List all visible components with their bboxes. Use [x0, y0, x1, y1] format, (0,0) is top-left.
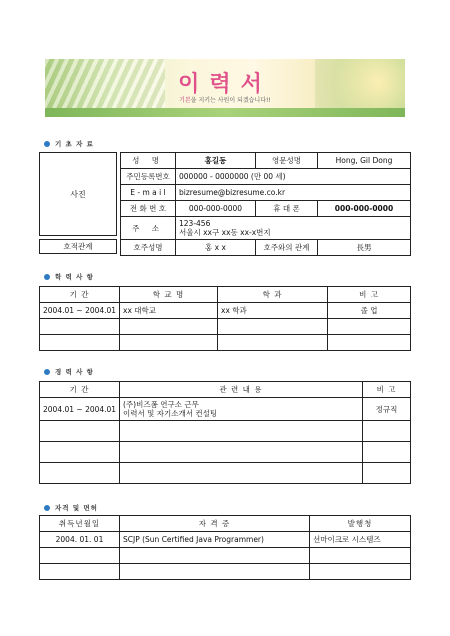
career-details[interactable]	[120, 463, 363, 484]
section-license	[44, 503, 98, 512]
resume-banner	[45, 59, 405, 117]
career-note[interactable]	[363, 421, 411, 442]
license-table	[39, 515, 411, 580]
section-education-title: 학 력 사 항	[55, 273, 94, 281]
banner-green-band	[45, 108, 405, 117]
photo-box[interactable]	[39, 152, 117, 236]
license-issuer[interactable]	[310, 548, 411, 564]
eng-name-label: 영문성명	[256, 153, 318, 169]
bullet-icon	[44, 141, 50, 147]
edu-header-note: 비 고	[328, 287, 411, 303]
relation-label: 호주와의 관계	[256, 240, 318, 256]
table-row	[121, 153, 411, 169]
table-row	[121, 185, 411, 201]
resume-subtitle	[45, 95, 405, 104]
table-header-row	[40, 516, 411, 532]
table-row	[40, 564, 411, 580]
table-row	[40, 442, 411, 463]
id-label: 주민등록번호	[121, 169, 176, 185]
address-street: 서울시 xx구 xx동 xx-x번지	[179, 228, 271, 237]
mobile-label: 휴 대 폰	[256, 201, 318, 217]
career-details-line1: (주)비즈폼 연구소 근무	[123, 400, 199, 409]
table-row	[40, 398, 411, 421]
address-label: 주 소	[121, 217, 176, 240]
phone-label: 전 화 번 호	[121, 201, 176, 217]
table-row	[121, 169, 411, 185]
address-value[interactable]	[176, 217, 411, 240]
career-period[interactable]	[40, 421, 120, 442]
license-name[interactable]: SCJP (Sun Certified Java Programmer)	[120, 532, 310, 548]
career-period[interactable]	[40, 442, 120, 463]
license-date[interactable]: 2004. 01. 01	[40, 532, 120, 548]
table-row	[40, 532, 411, 548]
email-label: E - m a i l	[121, 185, 176, 201]
name-value[interactable]: 홍길동	[176, 153, 256, 169]
license-header-date: 취득년월일	[40, 516, 120, 532]
edu-header-school: 학 교 명	[120, 287, 218, 303]
householder-label: 호주성명	[121, 240, 176, 256]
edu-period[interactable]	[40, 319, 120, 335]
photo-label: 사진	[70, 189, 86, 199]
email-value[interactable]: bizresume@bizresume.co.kr	[176, 185, 411, 201]
section-basic-title: 기 초 자 료	[55, 140, 94, 148]
section-education	[44, 272, 94, 281]
license-issuer[interactable]	[310, 564, 411, 580]
career-note[interactable]	[363, 463, 411, 484]
edu-major[interactable]	[218, 335, 328, 351]
edu-period[interactable]	[40, 335, 120, 351]
license-header-issuer: 발행청	[310, 516, 411, 532]
address-zip: 123-456	[179, 219, 211, 228]
license-issuer[interactable]: 선마이크로 시스템즈	[310, 532, 411, 548]
table-row	[40, 303, 411, 319]
career-note[interactable]	[363, 442, 411, 463]
edu-school[interactable]: xx 대학교	[120, 303, 218, 319]
career-note[interactable]: 정규직	[363, 398, 411, 421]
subtitle-rest: 을 지키는 사원이 되겠습니다!!	[190, 97, 271, 104]
career-header-details: 관 련 내 용	[120, 382, 363, 398]
subtitle-highlight: 기본	[179, 97, 191, 104]
name-label: 성 명	[121, 153, 176, 169]
bullet-icon	[44, 369, 50, 375]
edu-major[interactable]: xx 학과	[218, 303, 328, 319]
license-date[interactable]	[40, 548, 120, 564]
resume-title: 이력서	[178, 71, 272, 97]
career-details-line2: 이력서 및 자기소개서 컨설팅	[123, 409, 218, 418]
bullet-icon	[44, 505, 50, 511]
table-header-row	[40, 382, 411, 398]
section-basic-info	[44, 139, 94, 148]
career-period[interactable]	[40, 463, 120, 484]
section-career-title: 경 력 사 항	[55, 368, 94, 376]
id-value[interactable]: 000000 - 0000000 (만 00 세)	[176, 169, 411, 185]
edu-note[interactable]: 졸 업	[328, 303, 411, 319]
license-name[interactable]	[120, 564, 310, 580]
table-row	[40, 335, 411, 351]
license-date[interactable]	[40, 564, 120, 580]
table-row	[121, 217, 411, 240]
edu-school[interactable]	[120, 335, 218, 351]
license-header-name: 자 격 증	[120, 516, 310, 532]
edu-school[interactable]	[120, 319, 218, 335]
table-row	[40, 548, 411, 564]
table-header-row	[40, 287, 411, 303]
family-table	[120, 239, 411, 256]
career-details[interactable]	[120, 398, 363, 421]
career-table	[39, 381, 411, 484]
phone-value[interactable]: 000-000-0000	[176, 201, 256, 217]
career-period[interactable]: 2004.01 ~ 2004.01	[40, 398, 120, 421]
edu-period[interactable]: 2004.01 ~ 2004.01	[40, 303, 120, 319]
table-row	[121, 240, 411, 256]
householder-value[interactable]: 홍 x x	[176, 240, 256, 256]
table-row	[121, 201, 411, 217]
edu-major[interactable]	[218, 319, 328, 335]
table-row	[40, 421, 411, 442]
bullet-icon	[44, 274, 50, 280]
career-details[interactable]	[120, 442, 363, 463]
education-table	[39, 286, 411, 351]
relation-value[interactable]: 長男	[318, 240, 411, 256]
basic-info-table	[120, 152, 411, 240]
section-career	[44, 367, 94, 376]
family-relation-label: 호적관계	[39, 239, 117, 254]
career-details[interactable]	[120, 421, 363, 442]
career-header-period: 기 간	[40, 382, 120, 398]
mobile-value[interactable]: 000-000-0000	[318, 201, 411, 217]
section-license-title: 자격 및 면허	[55, 504, 98, 512]
table-row	[40, 319, 411, 335]
edu-header-period: 기 간	[40, 287, 120, 303]
license-name[interactable]	[120, 548, 310, 564]
table-row	[40, 463, 411, 484]
edu-note[interactable]	[328, 319, 411, 335]
career-header-note: 비 고	[363, 382, 411, 398]
edu-note[interactable]	[328, 335, 411, 351]
edu-header-major: 학 과	[218, 287, 328, 303]
eng-name-value[interactable]: Hong, Gil Dong	[318, 153, 411, 169]
